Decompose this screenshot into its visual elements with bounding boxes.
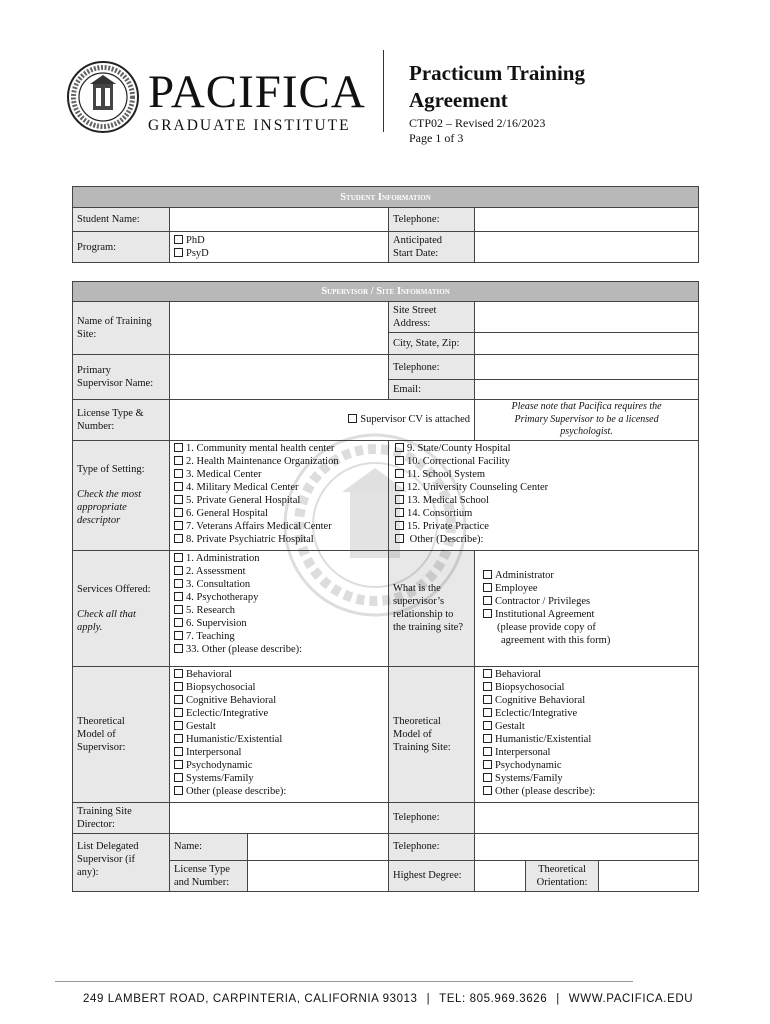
delegated-name-field[interactable] [248, 833, 389, 860]
program-options [170, 232, 389, 263]
theory-option[interactable]: Systems/Family [483, 772, 696, 785]
theory-option[interactable]: Gestalt [174, 720, 386, 733]
theory-option[interactable]: Eclectic/Integrative [483, 707, 696, 720]
checkbox-icon[interactable] [174, 644, 183, 653]
service-option[interactable]: 33. Other (please describe): [174, 643, 386, 656]
training-site-director-field[interactable] [170, 802, 389, 833]
licensed-psychologist-note: Please note that Pacifica requires the Primary Supervisor to be a licensed psychologist. [475, 400, 699, 441]
checkbox-icon[interactable] [174, 579, 183, 588]
student-name-label: Student Name: [73, 208, 170, 232]
relationship-option[interactable]: Institutional Agreement [483, 608, 696, 621]
checkbox-icon[interactable] [483, 596, 492, 605]
theory-option[interactable]: Psychodynamic [174, 759, 386, 772]
checkbox-icon[interactable] [348, 414, 357, 423]
theory-option[interactable]: Humanistic/Existential [174, 733, 386, 746]
checkbox-icon[interactable] [174, 521, 183, 530]
setting-option[interactable]: 11. School System [395, 468, 696, 481]
service-option[interactable]: 5. Research [174, 604, 386, 617]
relationship-list [475, 550, 699, 666]
supervisor-email-label: Email: [389, 380, 475, 400]
theory-option[interactable]: Behavioral [483, 668, 696, 681]
supervisor-email-field[interactable] [475, 380, 699, 400]
setting-option[interactable]: 13. Medical School [395, 494, 696, 507]
checkbox-icon[interactable] [174, 747, 183, 756]
brand-sub: GRADUATE INSTITUTE [148, 117, 351, 134]
checkbox-icon[interactable] [174, 786, 183, 795]
relationship-option[interactable]: Administrator [483, 569, 696, 582]
supervisor-theory-list [170, 666, 389, 802]
training-site-director-label: Training Site Director: [73, 802, 170, 833]
checkbox-icon[interactable] [483, 786, 492, 795]
checkbox-icon[interactable] [174, 235, 183, 244]
theory-option[interactable]: Biopsychosocial [483, 681, 696, 694]
services-offered-label: Services Offered: Check all that apply. [73, 550, 170, 666]
setting-option[interactable]: 1. Community mental health center [174, 442, 386, 455]
student-telephone-field[interactable] [475, 208, 699, 232]
footer-divider: | [426, 993, 431, 1005]
checkbox-icon[interactable] [174, 495, 183, 504]
highest-degree-label: Highest Degree: [389, 860, 475, 891]
pacifica-seal-icon [66, 60, 140, 134]
doc-code: CTP02 – Revised 2/16/2023 [409, 116, 546, 130]
footer-contact [83, 993, 693, 1005]
theory-option[interactable]: Interpersonal [483, 746, 696, 759]
delegated-telephone-label: Telephone: [389, 833, 475, 860]
document-meta [409, 116, 545, 146]
checkbox-icon[interactable] [174, 618, 183, 627]
program-label: Program: [73, 232, 170, 263]
checkbox-icon[interactable] [174, 708, 183, 717]
checkbox-icon[interactable] [483, 609, 492, 618]
brand-name: PACIFICA [148, 66, 366, 118]
site-theory-list [475, 666, 699, 802]
student-telephone-label: Telephone: [389, 208, 475, 232]
service-option[interactable]: 6. Supervision [174, 617, 386, 630]
theory-option[interactable]: Humanistic/Existential [483, 733, 696, 746]
student-information-table [72, 186, 699, 263]
checkbox-icon[interactable] [174, 592, 183, 601]
primary-supervisor-label: Primary Supervisor Name: [73, 355, 170, 400]
theory-option[interactable]: Biopsychosocial [174, 681, 386, 694]
checkbox-icon[interactable] [174, 721, 183, 730]
checkbox-icon[interactable] [483, 695, 492, 704]
director-telephone-field[interactable] [475, 802, 699, 833]
checkbox-icon[interactable] [483, 721, 492, 730]
license-type-label: License Type & Number: [73, 400, 170, 441]
checkbox-icon[interactable] [483, 570, 492, 579]
relationship-option[interactable]: Employee [483, 582, 696, 595]
brand-logo [148, 66, 366, 135]
checkbox-icon[interactable] [483, 682, 492, 691]
theoretical-model-supervisor-label: Theoretical Model of Supervisor: [73, 666, 170, 802]
checkbox-icon[interactable] [174, 508, 183, 517]
theoretical-orientation-field[interactable] [599, 860, 699, 891]
student-name-field[interactable] [170, 208, 389, 232]
supervisor-site-header: Supervisor / Site Information [73, 282, 699, 302]
theoretical-orientation-label: Theoretical Orientation: [526, 860, 599, 891]
checkbox-icon[interactable] [174, 605, 183, 614]
relationship-option[interactable]: Contractor / Privileges [483, 595, 696, 608]
city-state-zip-label: City, State, Zip: [389, 333, 475, 355]
footer-address: 249 LAMBERT ROAD, CARPINTERIA, CALIFORNIA 93013 [83, 993, 418, 1005]
primary-supervisor-field[interactable] [170, 355, 389, 400]
setting-option[interactable]: 3. Medical Center [174, 468, 386, 481]
footer-website[interactable]: WWW.PACIFICA.EDU [568, 993, 694, 1005]
theory-option[interactable]: Psychodynamic [483, 759, 696, 772]
setting-option[interactable]: 10. Correctional Facility [395, 455, 696, 468]
checkbox-icon[interactable] [174, 534, 183, 543]
setting-option[interactable]: 12. University Counseling Center [395, 481, 696, 494]
relationship-label: What is the supervisor’s relationship to the training site? [389, 550, 475, 666]
supervisor-telephone-label: Telephone: [389, 355, 475, 380]
theory-option[interactable]: Interpersonal [174, 746, 386, 759]
checkbox-icon[interactable] [483, 583, 492, 592]
checkbox-icon[interactable] [174, 482, 183, 491]
training-site-name-field[interactable] [170, 302, 389, 355]
service-option[interactable]: 2. Assessment [174, 565, 386, 578]
delegated-telephone-field[interactable] [475, 833, 699, 860]
checkbox-icon[interactable] [174, 734, 183, 743]
start-date-field[interactable] [475, 232, 699, 263]
service-option[interactable]: 1. Administration [174, 552, 386, 565]
theory-option[interactable]: Cognitive Behavioral [174, 694, 386, 707]
delegated-name-label: Name: [170, 833, 248, 860]
site-street-field[interactable] [475, 302, 699, 333]
setting-option[interactable]: 8. Private Psychiatric Hospital [174, 533, 386, 546]
service-option[interactable]: 7. Teaching [174, 630, 386, 643]
program-option-psyd[interactable]: PsyD [174, 247, 384, 260]
checkbox-icon[interactable] [174, 566, 183, 575]
checkbox-icon[interactable] [483, 669, 492, 678]
checkbox-icon[interactable] [174, 553, 183, 562]
checkbox-icon[interactable] [174, 443, 183, 452]
director-telephone-label: Telephone: [389, 802, 475, 833]
checkbox-icon[interactable] [483, 708, 492, 717]
checkbox-icon[interactable] [174, 669, 183, 678]
student-information-header: Student Information [73, 187, 699, 208]
service-option[interactable]: 4. Psychotherapy [174, 591, 386, 604]
checkbox-icon[interactable] [174, 248, 183, 257]
theory-option[interactable]: Behavioral [174, 668, 386, 681]
service-option[interactable]: 3. Consultation [174, 578, 386, 591]
header-divider [383, 50, 384, 132]
document-title: Practicum Training Agreement [409, 61, 585, 112]
theory-option[interactable]: Other (please describe): [483, 785, 696, 798]
city-state-zip-field[interactable] [475, 333, 699, 355]
setting-option[interactable]: 2. Health Maintenance Organization [174, 455, 386, 468]
footer-telephone: TEL: 805.969.3626 [439, 993, 548, 1005]
page-label: Page 1 of 3 [409, 131, 464, 145]
checkbox-icon[interactable] [174, 631, 183, 640]
checkbox-icon[interactable] [483, 760, 492, 769]
cv-attached-option[interactable]: Supervisor CV is attached [348, 414, 470, 425]
checkbox-icon[interactable] [174, 695, 183, 704]
setting-option[interactable]: 6. General Hospital [174, 507, 386, 520]
delegated-supervisor-label: List Delegated Supervisor (if any): [73, 833, 170, 891]
setting-option[interactable]: 14. Consortium [395, 507, 696, 520]
setting-option[interactable]: 15. Private Practice [395, 520, 696, 533]
setting-option[interactable]: 4. Military Medical Center [174, 481, 386, 494]
relationship-note: (please provide copy of [497, 622, 596, 633]
start-date-label: Anticipated Start Date: [389, 232, 475, 263]
delegated-license-label: License Type and Number: [170, 860, 248, 891]
program-option-phd[interactable]: PhD [174, 234, 384, 247]
checkbox-icon[interactable] [174, 456, 183, 465]
checkbox-icon[interactable] [174, 469, 183, 478]
checkbox-icon[interactable] [174, 760, 183, 769]
checkbox-icon[interactable] [483, 773, 492, 782]
checkbox-icon[interactable] [174, 682, 183, 691]
theory-option[interactable]: Cognitive Behavioral [483, 694, 696, 707]
highest-degree-field[interactable] [475, 860, 526, 891]
setting-option[interactable]: 9. State/County Hospital [395, 442, 696, 455]
type-of-setting-label: Type of Setting: Check the most appropriate descriptor [73, 440, 170, 550]
relationship-note: agreement with this form) [501, 635, 611, 646]
seal-watermark-icon [280, 430, 470, 620]
theory-option[interactable]: Other (please describe): [174, 785, 386, 798]
training-site-name-label: Name of Training Site: [73, 302, 170, 355]
theory-option[interactable]: Eclectic/Integrative [174, 707, 386, 720]
checkbox-icon[interactable] [483, 747, 492, 756]
theory-option[interactable]: Gestalt [483, 720, 696, 733]
checkbox-icon[interactable] [483, 734, 492, 743]
footer-divider: | [556, 993, 560, 1005]
setting-option[interactable]: 7. Veterans Affairs Medical Center [174, 520, 386, 533]
theory-option[interactable]: Systems/Family [174, 772, 386, 785]
supervisor-telephone-field[interactable] [475, 355, 699, 380]
setting-option[interactable]: Other (Describe): [395, 533, 696, 546]
site-street-label: Site Street Address: [389, 302, 475, 333]
setting-option[interactable]: 5. Private General Hospital [174, 494, 386, 507]
footer-rule [55, 981, 633, 982]
checkbox-icon[interactable] [174, 773, 183, 782]
theoretical-model-site-label: Theoretical Model of Training Site: [389, 666, 475, 802]
delegated-license-field[interactable] [248, 860, 389, 891]
